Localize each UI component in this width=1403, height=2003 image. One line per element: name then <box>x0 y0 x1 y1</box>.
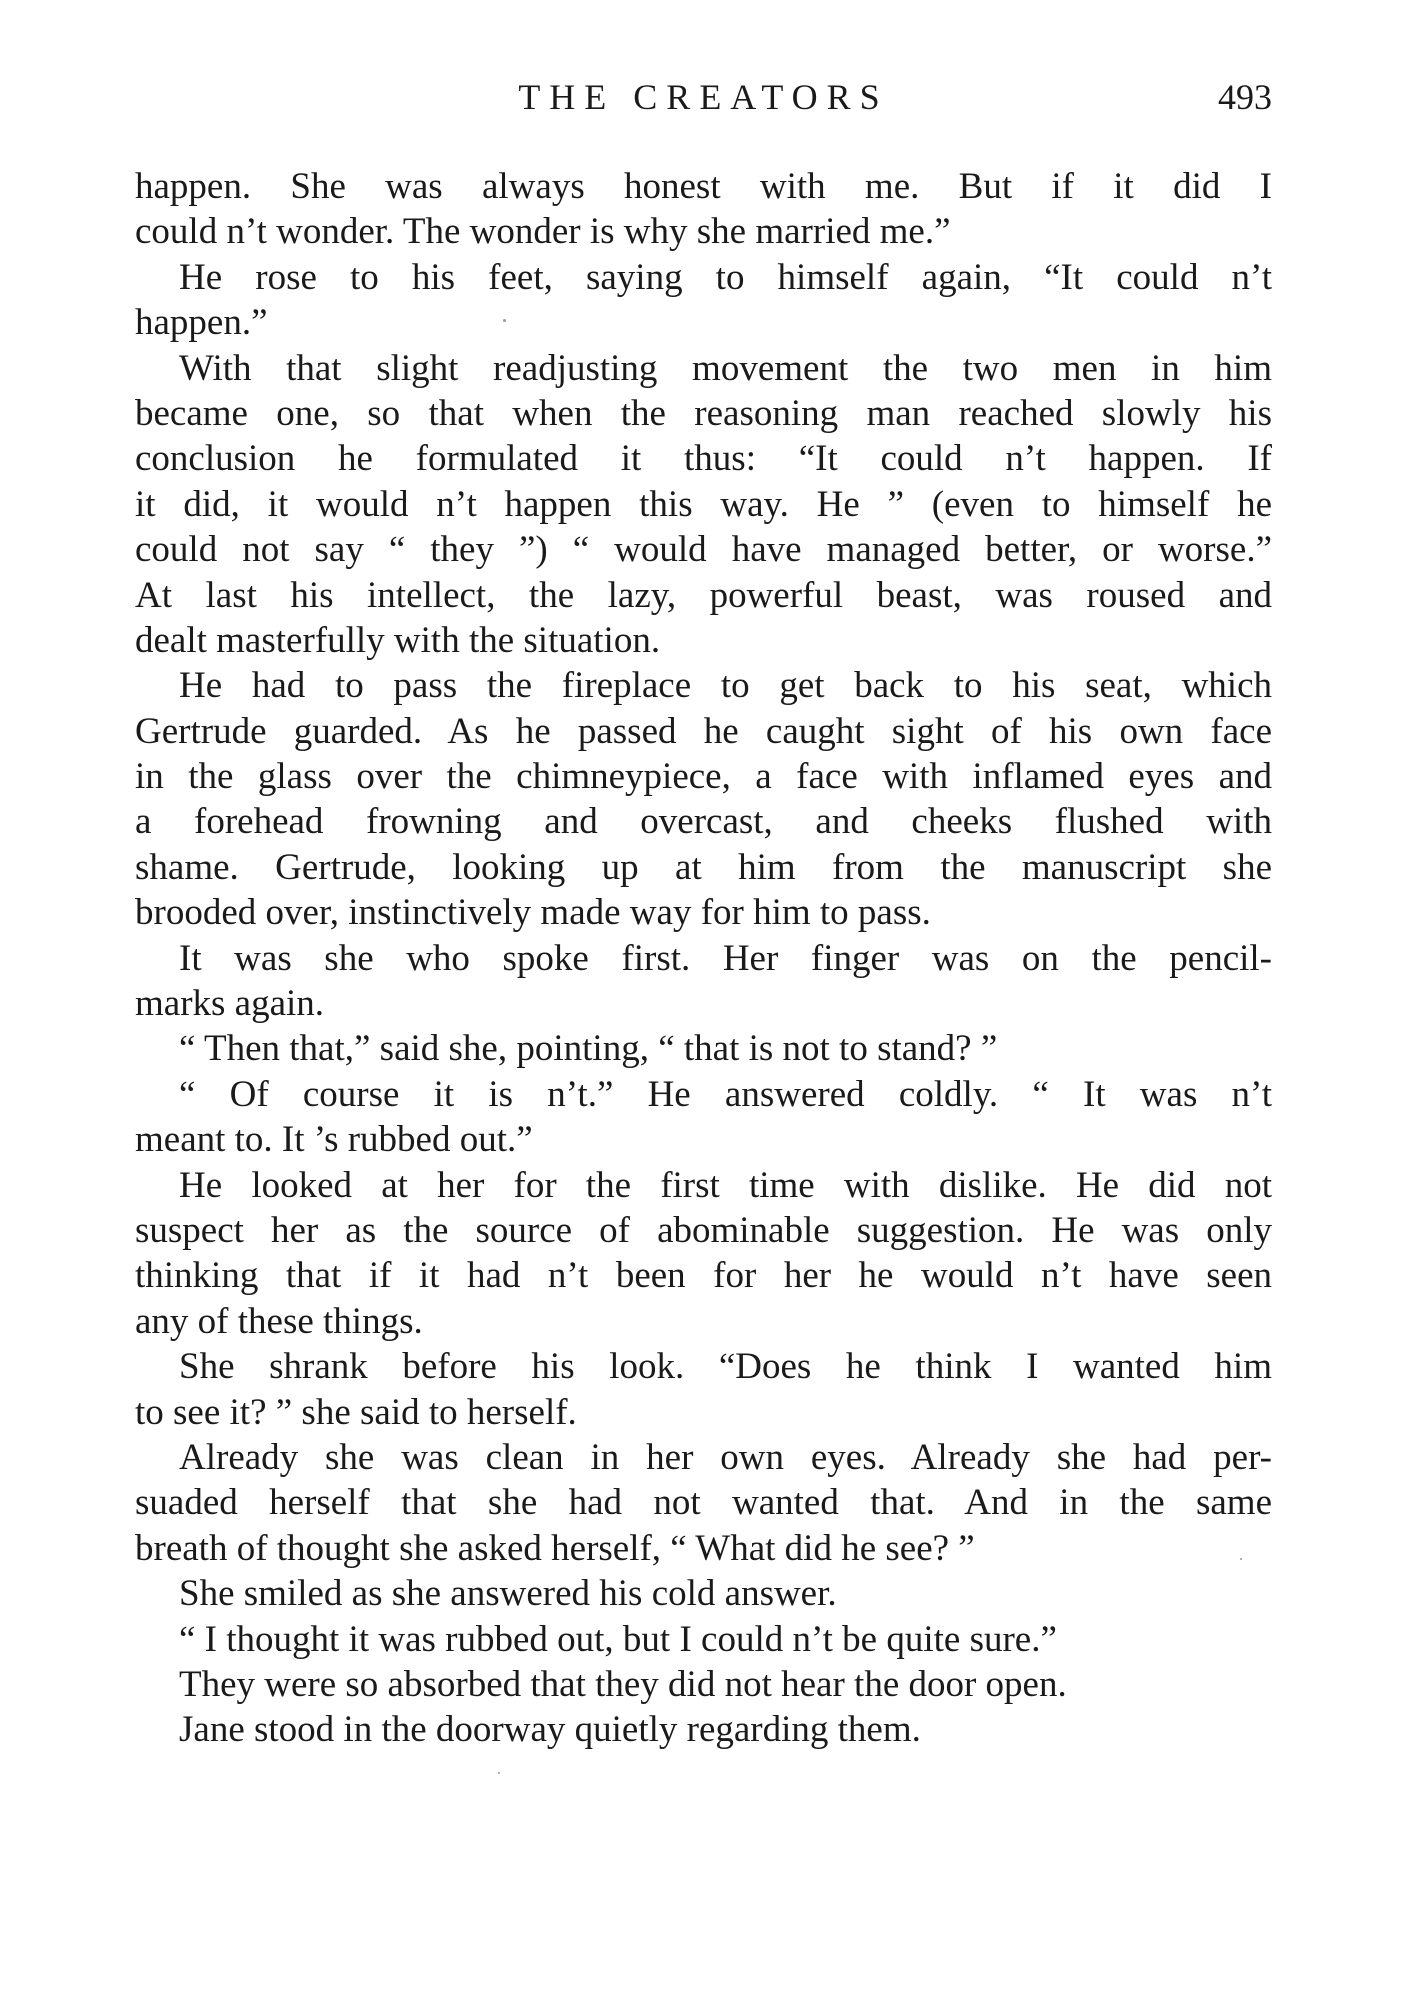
text-line: became one, so that when the reasoning man reached slowly his <box>135 392 1272 434</box>
text-line: “ I thought it was rubbed out, but I could n’t be quite sure.” <box>179 1618 1057 1660</box>
text-line: thinking that if it had n’t been for her he would n’t have seen <box>135 1255 1272 1297</box>
text-line: “ Of course it is n’t.” He answered coldly. “ It was n’t <box>179 1073 1272 1115</box>
text-line: any of these things. <box>135 1300 423 1342</box>
text-line: conclusion he formulated it thus: “It could n’t happen. If <box>135 438 1272 480</box>
body-text <box>135 164 1272 1753</box>
text-line: He looked at her for the first time with dislike. He did not <box>179 1164 1272 1206</box>
text-line: It was she who spoke first. Her finger was on the pencil- <box>179 937 1272 979</box>
text-line: shame. Gertrude, looking up at him from the manuscript she <box>135 846 1272 888</box>
text-line: He had to pass the fireplace to get back to his seat, which <box>179 665 1272 707</box>
text-line: to see it? ” she said to herself. <box>135 1391 577 1433</box>
text-line: happen.” <box>135 302 268 344</box>
text-line: He rose to his feet, saying to himself again, “It could n’t <box>179 256 1272 298</box>
text-line: brooded over, instinctively made way for him to pass. <box>135 892 931 934</box>
paper-speck <box>503 319 506 322</box>
running-title: THE CREATORS <box>518 77 889 117</box>
text-line: it did, it would n’t happen this way. He ” (even to himself he <box>135 483 1272 525</box>
text-line: marks again. <box>135 983 325 1025</box>
text-line: At last his intellect, the lazy, powerful beast, was roused and <box>135 574 1272 616</box>
text-line: breath of thought she asked herself, “ What did he see? ” <box>135 1527 975 1569</box>
paper-speck <box>498 1772 500 1774</box>
text-line: With that slight readjusting movement the two men in him <box>179 347 1272 389</box>
text-line: a forehead frowning and overcast, and cheeks flushed with <box>135 801 1272 843</box>
text-line: meant to. It ’s rubbed out.” <box>135 1119 533 1161</box>
text-line: happen. She was always honest with me. But if it did I <box>135 166 1272 207</box>
text-line: She shrank before his look. “Does he think I wanted him <box>179 1346 1272 1388</box>
text-line: could not say “ they ”) “ would have managed better, or worse.” <box>135 529 1272 571</box>
text-line: could n’t wonder. The wonder is why she married me.” <box>135 211 951 253</box>
text-line: “ Then that,” said she, pointing, “ that is not to stand? ” <box>179 1028 998 1070</box>
page-header <box>135 76 1272 132</box>
page-number: 493 <box>1218 77 1272 117</box>
text-line: suspect her as the source of abominable suggestion. He was only <box>135 1209 1272 1251</box>
text-line: They were so absorbed that they did not hear the door open. <box>179 1663 1067 1705</box>
paper-speck <box>1240 1558 1242 1560</box>
text-line: Already she was clean in her own eyes. Already she had per- <box>179 1436 1272 1478</box>
text-line: She smiled as she answered his cold answer. <box>179 1573 837 1615</box>
text-line: suaded herself that she had not wanted that. And in the same <box>135 1482 1272 1524</box>
text-line: Gertrude guarded. As he passed he caught sight of his own face <box>135 710 1272 752</box>
text-line: Jane stood in the doorway quietly regarding them. <box>179 1709 921 1751</box>
text-line: in the glass over the chimneypiece, a face with inflamed eyes and <box>135 756 1272 798</box>
text-line: dealt masterfully with the situation. <box>135 619 661 661</box>
